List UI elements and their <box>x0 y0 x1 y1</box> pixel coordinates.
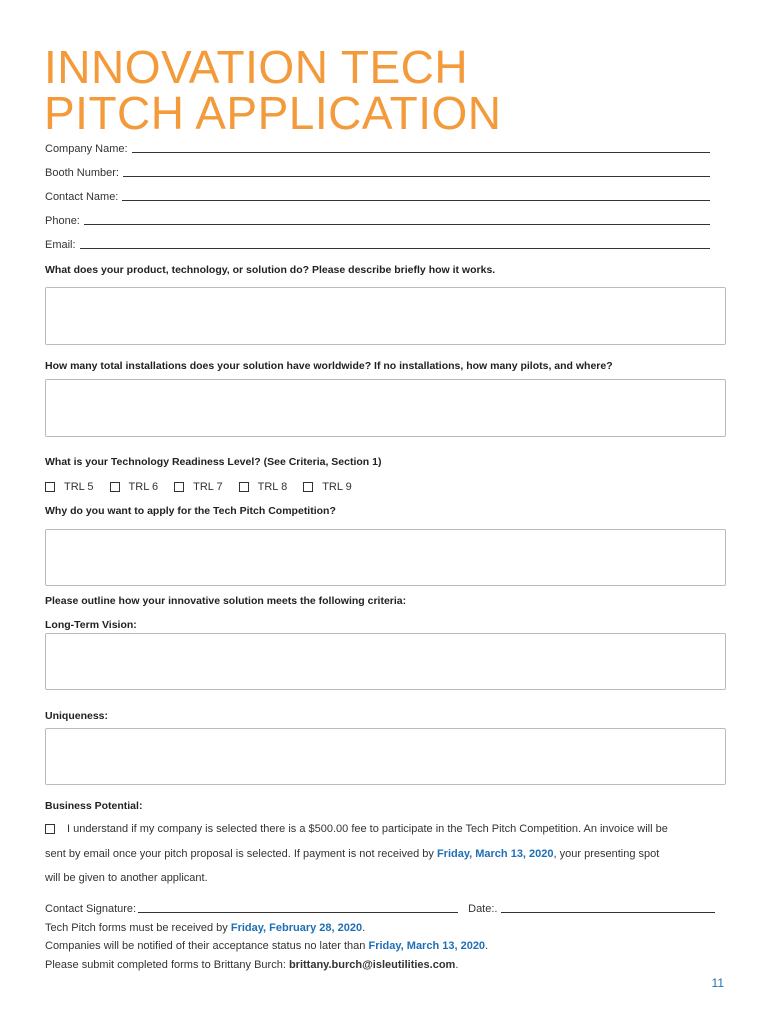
title-line-2: PITCH APPLICATION <box>44 87 502 139</box>
booth-number-label: Booth Number: <box>45 167 119 179</box>
signature-row <box>45 902 715 915</box>
phone-label: Phone: <box>45 215 80 227</box>
trl-label: TRL 7 <box>193 481 223 493</box>
footer-text-2-end: . <box>485 940 489 952</box>
agreement-text-1: I understand if my company is selected there is a $500.00 fee to participate in the Tech Pitch Competition. An invoice will be <box>67 823 668 835</box>
booth-number-line[interactable] <box>123 166 710 177</box>
agreement-line-2 <box>45 848 659 860</box>
label-long-term-vision: Long-Term Vision: <box>45 619 137 631</box>
title-line-1: INNOVATION TECH <box>44 41 469 93</box>
checkbox[interactable] <box>303 482 313 492</box>
page-number: 11 <box>711 976 724 990</box>
trl-option[interactable] <box>110 481 159 493</box>
agreement-checkbox[interactable] <box>45 824 55 834</box>
agreement-line-1 <box>45 823 668 835</box>
signature-line[interactable] <box>138 902 458 913</box>
agreement-line-3: will be given to another applicant. <box>45 872 208 884</box>
contact-name-label: Contact Name: <box>45 191 119 203</box>
phone-field[interactable] <box>45 214 710 227</box>
label-uniqueness: Uniqueness: <box>45 710 109 722</box>
trl-options <box>45 481 368 493</box>
trl-label: TRL 6 <box>128 481 159 493</box>
signature-label: Contact Signature: <box>45 903 137 915</box>
trl-option[interactable] <box>303 481 352 493</box>
email-label: Email: <box>45 239 76 251</box>
company-name-line[interactable] <box>132 142 710 153</box>
agreement-text-2a: sent by email once your pitch proposal is selected. If payment is not received by <box>45 848 437 860</box>
payment-deadline: Friday, March 13, 2020 <box>436 848 554 860</box>
footer-line-3 <box>45 959 458 971</box>
contact-email-link[interactable]: brittany.burch@isleutilities.com <box>288 959 456 971</box>
trl-label: TRL 8 <box>257 481 288 493</box>
trl-option[interactable] <box>174 481 223 493</box>
notification-date: Friday, March 13, 2020 <box>368 940 486 952</box>
page-title <box>44 41 502 139</box>
trl-label: TRL 9 <box>322 481 352 493</box>
footer-line-2 <box>45 940 488 952</box>
agreement-text-2b: , your presenting spot <box>553 848 660 860</box>
trl-label: TRL 5 <box>64 481 94 493</box>
footer-text-2: Companies will be notified of their acceptance status no later than <box>45 940 369 952</box>
company-name-label: Company Name: <box>45 143 128 155</box>
question-criteria: Please outline how your innovative solution meets the following criteria: <box>45 595 407 607</box>
question-trl: What is your Technology Readiness Level? (See Criteria, Section 1) <box>45 456 382 468</box>
contact-name-line[interactable] <box>122 190 710 201</box>
company-name-field[interactable] <box>45 142 710 155</box>
answer-box-why-apply[interactable] <box>45 529 726 586</box>
footer-text-1-end: . <box>362 922 366 934</box>
checkbox[interactable] <box>45 482 55 492</box>
answer-box-installations[interactable] <box>45 379 726 437</box>
trl-option[interactable] <box>239 481 288 493</box>
footer-line-1 <box>45 922 365 934</box>
date-label: Date:. <box>468 903 498 915</box>
footer-text-1: Tech Pitch forms must be received by <box>45 922 231 934</box>
trl-option[interactable] <box>45 481 94 493</box>
booth-number-field[interactable] <box>45 166 710 179</box>
footer-text-3: Please submit completed forms to Brittany Burch: <box>45 959 289 971</box>
submission-deadline: Friday, February 28, 2020 <box>230 922 363 934</box>
answer-box-uniqueness[interactable] <box>45 728 726 785</box>
checkbox[interactable] <box>174 482 184 492</box>
answer-box-product[interactable] <box>45 287 726 345</box>
question-installations: How many total installations does your solution have worldwide? If no installations, how many pilots, and where? <box>45 360 613 372</box>
footer-text-3-end: . <box>455 959 459 971</box>
email-field[interactable] <box>45 238 710 251</box>
checkbox[interactable] <box>110 482 120 492</box>
contact-name-field[interactable] <box>45 190 710 203</box>
phone-line[interactable] <box>84 214 710 225</box>
answer-box-long-term-vision[interactable] <box>45 633 726 690</box>
question-product: What does your product, technology, or solution do? Please describe briefly how it works. <box>45 264 496 276</box>
question-why-apply: Why do you want to apply for the Tech Pitch Competition? <box>45 505 336 517</box>
email-line[interactable] <box>80 238 710 249</box>
checkbox[interactable] <box>239 482 249 492</box>
date-line[interactable] <box>501 902 715 913</box>
label-business-potential: Business Potential: <box>45 800 143 812</box>
